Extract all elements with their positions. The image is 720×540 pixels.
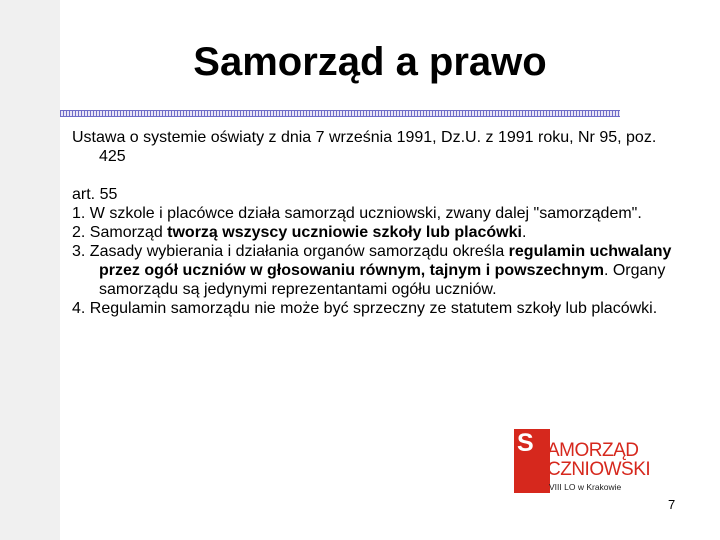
logo-mark bbox=[514, 429, 550, 493]
title-divider bbox=[60, 110, 620, 117]
slide-side-band bbox=[0, 0, 60, 540]
logo-text-line1: AMORZĄD bbox=[547, 440, 639, 461]
article-point-2 bbox=[72, 223, 672, 242]
logo-mark-letter: S bbox=[517, 429, 534, 457]
point-3-text: 3. Zasady wybierania i działania organów samorządu określa bbox=[72, 243, 509, 260]
article-point-1: 1. W szkole i placówce działa samorząd uczniowski, zwany dalej "samorządem". bbox=[72, 205, 642, 222]
article-number: art. 55 bbox=[72, 186, 118, 203]
samorzad-logo bbox=[509, 424, 651, 498]
spacer bbox=[72, 166, 672, 185]
slide-title: Samorząd a prawo bbox=[193, 40, 547, 84]
point-2-emphasis: tworzą wszyscy uczniowie szkoły lub placówki bbox=[167, 224, 522, 241]
point-3-emphasis: regulamin uchwalany przez ogół uczniów w głosowaniu równym, tajnym i powszechnym bbox=[99, 243, 672, 279]
page-number: 7 bbox=[668, 497, 676, 512]
law-reference: Ustawa o systemie oświaty z dnia 7 września 1991, Dz.U. z 1991 roku, Nr 95, poz. 425 bbox=[72, 129, 657, 165]
logo-text-line3: VIII LO w Krakowie bbox=[549, 482, 622, 492]
logo-text-line2: CZNIOWSKI bbox=[547, 459, 651, 480]
article-point-4: 4. Regulamin samorządu nie może być sprzeczny ze statutem szkoły lub placówki. bbox=[72, 300, 658, 317]
point-3-end: . Organy samorządu są jedynymi reprezentantami ogółu uczniów. bbox=[99, 262, 666, 298]
slide-body bbox=[72, 128, 672, 318]
article-point-3 bbox=[72, 242, 672, 299]
point-2-text: 2. Samorząd bbox=[72, 224, 168, 241]
point-2-end: . bbox=[521, 224, 527, 241]
